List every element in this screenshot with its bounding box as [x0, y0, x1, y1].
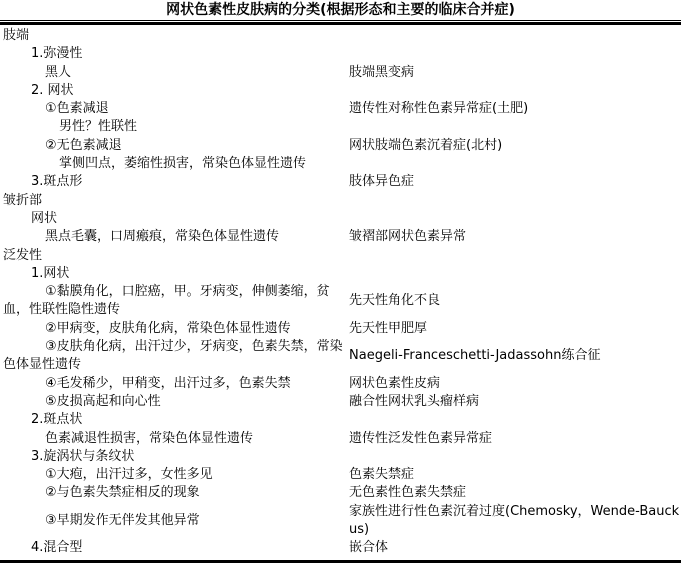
- table-row: [0, 466, 681, 484]
- table-row: [0, 27, 681, 45]
- disease-cell: 网状肢端色素沉着症(北村): [349, 137, 503, 153]
- disease-cell: 色素失禁症: [349, 467, 415, 483]
- category-cell: ①色素减退: [45, 101, 109, 117]
- disease-cell: 融合性网状乳头瘤样病: [349, 393, 480, 409]
- category-cell: ③皮肤角化病，出汗过少，牙病变，色素失禁，常染色体显性遗传: [3, 339, 343, 373]
- category-cell: 皱折部: [3, 192, 43, 208]
- category-cell: 黑人: [45, 64, 72, 80]
- category-cell: 男性？性联性: [59, 119, 138, 135]
- disease-cell: 先天性甲肥厚: [349, 320, 428, 336]
- category-cell: 色素减退性损害，常染色体显性遗传: [45, 430, 254, 446]
- disease-cell: 遗传性泛发性色素异常症: [349, 430, 493, 446]
- disease-cell: 嵌合体: [349, 540, 389, 556]
- disease-cell: 肢体异色症: [349, 174, 415, 190]
- table-row: [0, 503, 681, 540]
- classification-table: [0, 25, 681, 558]
- category-cell: 3.旋涡状与条纹状: [31, 448, 135, 464]
- category-cell: 4.混合型: [31, 540, 83, 556]
- category-cell: 黑点毛囊，口周瘢痕，常染色体显性遗传: [45, 229, 280, 245]
- disease-cell: 先天性角化不良: [349, 293, 441, 309]
- table-row: [0, 430, 681, 448]
- table-row: [0, 210, 681, 228]
- category-cell: ②与色素失禁症相反的现象: [45, 485, 200, 501]
- disease-cell: 皱褶部网状色素异常: [349, 229, 467, 245]
- disease-cell: 无色素性色素失禁症: [349, 485, 467, 501]
- table-row: [0, 411, 681, 429]
- disease-cell: 遗传性对称性色素异常症(土肥): [349, 101, 529, 117]
- category-cell: ①大疱，出汗过多，女性多见: [45, 467, 213, 483]
- table-row: [0, 228, 681, 246]
- category-cell: ④毛发稀少，甲稍变，出汗过多，色素失禁: [45, 375, 291, 391]
- category-cell: 肢端: [3, 28, 30, 43]
- category-cell: 泛发性: [3, 247, 43, 263]
- category-cell: ①黏膜角化，口腔癌，甲。牙病变，伸侧萎缩，贫血，性联性隐性遗传: [3, 284, 330, 318]
- table-row: [0, 484, 681, 502]
- table-row: [0, 375, 681, 393]
- category-cell: ⑤皮损高起和向心性: [45, 393, 161, 409]
- table-row: [0, 283, 681, 320]
- category-cell: 3.斑点形: [31, 174, 83, 190]
- disease-cell: 网状色素性皮病: [349, 375, 441, 391]
- table-row: [0, 247, 681, 265]
- table-row: [0, 137, 681, 155]
- category-cell: ②甲病变，皮肤角化病，常染色体显性遗传: [45, 320, 291, 336]
- disease-cell: 家族性进行性色素沉着过度(Chemosky，Wende-Bauckus): [349, 503, 680, 538]
- category-cell: 掌侧凹点，萎缩性损害，常染色体显性遗传: [59, 156, 307, 172]
- category-cell: 2. 网状: [31, 82, 74, 98]
- table-row: [0, 155, 681, 173]
- table-bottom-border: [0, 560, 681, 563]
- table-row: [0, 539, 681, 557]
- table-row: [0, 100, 681, 118]
- category-cell: 1.网状: [31, 265, 70, 281]
- page-title: 网状色素性皮肤病的分类(根据形态和主要的临床合并症): [166, 2, 515, 18]
- category-cell: 网状: [31, 210, 58, 226]
- table-row: [0, 45, 681, 63]
- table-row: [0, 173, 681, 191]
- category-cell: ③早期发作无伴发其他异常: [45, 512, 200, 528]
- category-cell: 1.弥漫性: [31, 46, 83, 62]
- table-row: [0, 64, 681, 82]
- table-row: [0, 192, 681, 210]
- table-row: [0, 265, 681, 283]
- table-row: [0, 82, 681, 100]
- disease-cell: 肢端黑变病: [349, 64, 415, 80]
- category-cell: ②无色素减退: [45, 137, 122, 153]
- table-row: [0, 118, 681, 136]
- table-row: [0, 320, 681, 338]
- table-row: [0, 448, 681, 466]
- disease-cell: Naegeli-Franceschetti-Jadassohn练合征: [349, 348, 601, 364]
- category-cell: 2.斑点状: [31, 412, 83, 428]
- table-row: [0, 393, 681, 411]
- table-row: [0, 338, 681, 375]
